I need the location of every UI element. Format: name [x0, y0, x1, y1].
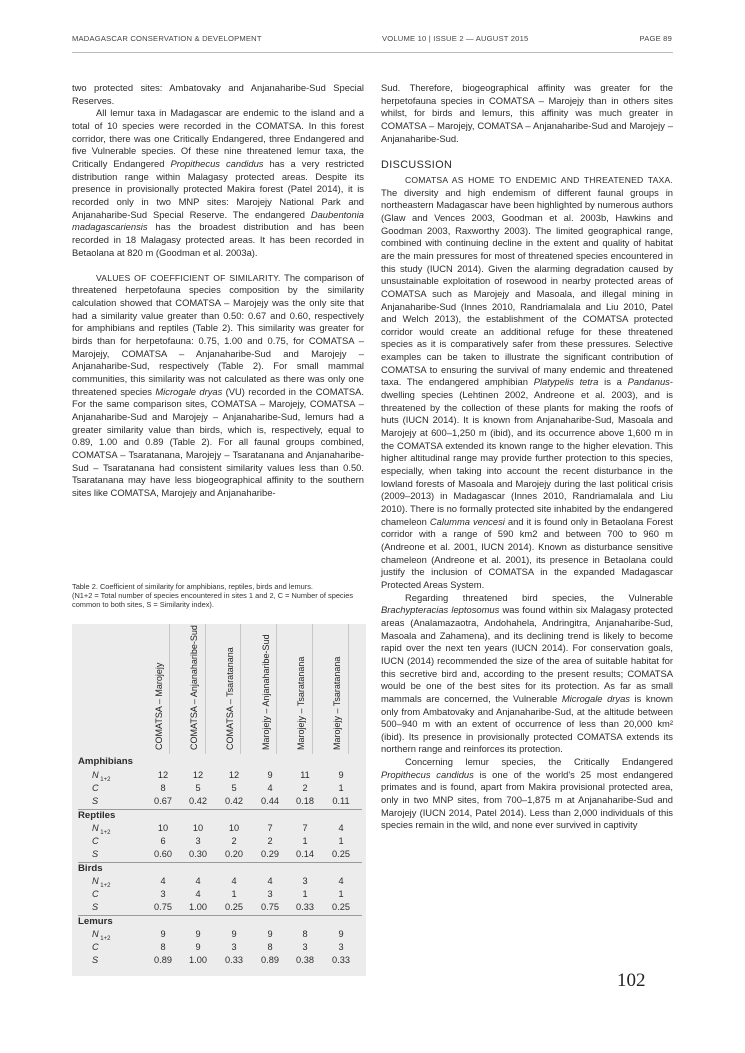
table-cell: 4: [195, 876, 201, 886]
text-run: All lemur taxa in Madagascar are endemic to the island and a total of 10 species were recorded in the COMATSA. In this forest corridor, there was one Critically Endangered, three Endangered and five Vulnerable species. Of these nine threatened lemur taxa, the Critically Endangered: [72, 107, 364, 169]
text-run: (VU) recorded in the COMATSA. For the same comparison sites, COMATSA – Marojejy, COMATSA – Anjanaharibe-Sud and Marojejy – Anjanaharibe-Sud, lemurs had a greater similarity value than birds, which is, respectively, equal to 0.89, 1.00 and 0.89 (Table 2). For all faunal groups combined, COMATSA – Tsaratanana, Marojejy – Tsaratanana and Anjanaharibe-Sud – Tsaratanana had consistent similarity values less than 0.50. Tsaratanana may have less biogeographical affinity to the southern sites like COMATSA, Marojejy and Anjanaharibe-: [72, 385, 365, 498]
row-label: C: [92, 889, 99, 899]
table-cell: 0.11: [332, 796, 350, 806]
table-cell: 2: [231, 836, 237, 846]
table-cell: 9: [338, 770, 344, 780]
row-label: S: [92, 955, 99, 965]
table-cell: 0.38: [296, 955, 314, 965]
table-group-row: [78, 809, 362, 822]
table-row: [78, 942, 362, 954]
table-cell: 1: [338, 889, 344, 899]
journal-name: MADAGASCAR CONSERVATION & DEVELOPMENT: [72, 34, 262, 43]
caption-legend: (N1+2 = Total number of species encountered in sites 1 and 2, C = Number of species common to both sites, S = Similarity index).: [72, 591, 354, 610]
table-cell: 12: [228, 770, 240, 780]
table-cell: 8: [160, 942, 166, 952]
text-run: has the broadest distribution and has been recorded in 18 Malagasy protected areas. It has been recorded in Betaolana at 820 m (Goodman et al. 2003a).: [72, 221, 364, 258]
table-cell: 4: [160, 876, 166, 886]
text-run: The diversity and high endemism of different faunal groups in northeastern Madagascar have been highlighted by numerous authors (Glaw and Vences 2003, Goodman et al. 2003b, Hawkins and Goodman 2003, Raxworthy 2003). The limited geographical range, combined with continuing decline in the extent and quality of habitat are the main pressures for most of threatened species encountered in this study (IUCN 2014). Given the alarming degradation caused by unsustainable exploitation of rosewood in nearby protected areas of COMATSA such as Marojejy and Masoala, and illegal mining in Anjanaharibe-Sud (Innes 2010, Randriamalala and Liu 2010, Patel and Welch 2013), the establishment of the COMATSA protected corridor would create an additional refuge for these threatened species as it is comparatively safer from these pressures. Selective examples can be taken to illustrate the significant contribution of COMATSA to ensuring the survival of many endemic and threatened taxa. The endangered amphibian: [381, 186, 673, 388]
row-label-subscript: 1+2: [98, 829, 111, 836]
column-header-label: COMATSA – Anjanaharibe-Sud: [189, 625, 199, 750]
text-run: The comparison of threatened herpetofauna species composition by the similarity calculation showed that COMATSA – Marojejy was the only site that had a similarity value greater than 0.50: 0.67 and 0.60, respectively for amphibians and reptiles (Table 2). This similarity was greater for birds than for herpetofauna: 0.75, 1.00 and 0.75, for COMATSA – Marojejy, COMATSA – Anjanaharibe-Sud and Marojejy – Anjanaharibe-Sud, respectively (Table 2). For small mammal communities, this similarity was not calculated as there was only one threatened species: [72, 271, 365, 397]
column-header-label: Marojejy – Anjanaharibe-Sud: [261, 634, 271, 750]
column-header: [189, 624, 201, 754]
text-run: has a very restricted distribution range within Malagasy protected areas. Despite its presence in provisionally protected Makira forest (Patel 2014), it is recorded only in two MNP sites: Marojejy National Park and Anjanaharibe-Sud Special Reserve. The endangered: [72, 157, 364, 220]
table-cell: 3: [302, 942, 308, 952]
table-cell: 3: [231, 942, 237, 952]
row-label: C: [92, 783, 99, 793]
table-cell: 0.30: [189, 849, 207, 859]
row-label: N $_{1+2}$: [92, 823, 111, 836]
table-cell: 3: [195, 836, 201, 846]
table-group-row: [78, 915, 362, 928]
table-group-row: [78, 756, 362, 768]
table-cell: 8: [160, 783, 166, 793]
column-header-label: COMATSA – Marojejy: [154, 662, 164, 750]
table-row: [78, 796, 362, 808]
row-label-subscript: 1+2: [98, 776, 111, 783]
column-header: [225, 624, 237, 754]
row-label: S: [92, 902, 99, 912]
subsection-heading: COMATSA AS HOME TO ENDEMIC AND THREATENED TAXA.: [405, 174, 673, 185]
column-header-label: Marojejy – Tsaratanana: [332, 656, 342, 750]
table-cell: 0.33: [225, 955, 243, 965]
row-label: S: [92, 849, 99, 859]
species-name: Propithecus candidus: [170, 157, 264, 169]
species-name: Daubentonia madagascariensis: [72, 208, 364, 233]
table-row: [78, 876, 362, 888]
table-cell: 1.00: [189, 955, 207, 965]
table-row: [78, 836, 362, 848]
table-row: [78, 929, 362, 941]
column-header: [332, 624, 344, 754]
species-name: Pandanus: [627, 376, 670, 388]
table-cell: 9: [267, 929, 273, 939]
group-label: Birds: [78, 863, 103, 874]
table-row: [78, 823, 362, 835]
table-cell: 3: [267, 889, 273, 899]
left-column: [72, 82, 364, 500]
group-label: Amphibians: [78, 756, 133, 767]
table-cell: 0.25: [332, 849, 350, 859]
table-cell: 4: [231, 876, 237, 886]
table-cell: 0.89: [261, 955, 279, 965]
text-run: is a: [598, 376, 628, 388]
right-column: [381, 82, 673, 832]
table-row: [78, 770, 362, 782]
table-cell: 9: [160, 929, 166, 939]
table-cell: 4: [267, 876, 273, 886]
species-name: Platypelis tetra: [533, 376, 599, 388]
table-cell: 6: [160, 836, 166, 846]
table-cell: 7: [267, 823, 273, 833]
table-cell: 1.00: [189, 902, 207, 912]
row-label: N $_{1+2}$: [92, 876, 111, 889]
table-cell: 0.29: [261, 849, 279, 859]
table-cell: 0.42: [189, 796, 207, 806]
table-cell: 12: [192, 770, 204, 780]
table-cell: 10: [228, 823, 240, 833]
table-cell: 0.25: [332, 902, 350, 912]
subsection-heading: VALUES OF COEFFICIENT OF SIMILARITY.: [96, 272, 281, 283]
header-page: PAGE 89: [639, 34, 672, 43]
table-cell: 11: [300, 770, 310, 780]
table-row: [78, 783, 362, 795]
table-cell: 10: [157, 823, 169, 833]
caption-title: Table 2. Coefficient of similarity for amphibians, reptiles, birds and lemurs.: [72, 582, 313, 591]
right-paragraph-1: Sud. Therefore, biogeographical affinity was greater for the herpetofauna species in COMATSA – Marojejy than in others sites whilst, for birds and lemurs, this affinity was much greater in COMATSA – Marojejy, COMATSA – Anjanaharibe-Sud and Marojejy – Anjanaharibe-Sud.: [381, 82, 673, 144]
table-cell: 2: [267, 836, 273, 846]
table-cell: 1: [302, 889, 308, 899]
row-label: N $_{1+2}$: [92, 929, 111, 942]
row-label: N $_{1+2}$: [92, 770, 111, 783]
table-cell: 9: [338, 929, 344, 939]
column-header: [154, 624, 166, 754]
table-cell: 1: [231, 889, 237, 899]
table-cell: 0.75: [261, 902, 279, 912]
table-cell: 3: [302, 876, 308, 886]
text-run: is known only from Ambatovaky and Anjanaharibe-Sud, at the altitude between 500–940 m with an extent of occurrence of less than 20,000 km² (ibid). Its presence in provisionally protected COMATSA extends its northern range and reinforces its protection.: [381, 692, 673, 755]
column-divider: [312, 624, 313, 754]
header-rule: [72, 52, 673, 53]
left-paragraph-3: [72, 272, 364, 500]
column-header-label: COMATSA – Tsaratanana: [225, 647, 235, 750]
table-cell: 8: [267, 942, 273, 952]
running-header: [72, 34, 672, 46]
table-row: [78, 955, 362, 967]
right-paragraph-2: [381, 174, 673, 592]
text-run: -dwelling species (Lehtinen 2002, Andreone et al. 2003), and is threatened by the collection of these plants for making the roofs of huts (IUCN 2014). It is known from Anjanaharibe-Sud, Masoala and Marojejy at 600–1,250 m (ibid), and its occurrence above 1,600 m in the COMATSA extended its known range to the higher elevation. This higher altitudinal range may provide further protection to this species, especially, when taking into account the recent disturbance in the lowland forests of Masoala and Marojejy during the last political crisis (2009–2013) in Madagascar (Innes 2010, Randriamalala and Liu 2010). There is no formally protected site inhabited by the endangered chameleon: [381, 376, 673, 527]
table-cell: 10: [192, 823, 204, 833]
discussion-heading: DISCUSSION: [381, 159, 453, 172]
table-cell: 0.44: [261, 796, 279, 806]
row-label-subscript: 1+2: [98, 882, 111, 889]
page-number: 102: [617, 970, 646, 991]
table-cell: 7: [302, 823, 308, 833]
table-caption: [72, 582, 372, 610]
right-paragraph-3: [381, 592, 673, 757]
row-label: C: [92, 942, 99, 952]
table-row: [78, 849, 362, 861]
table-cell: 1: [338, 783, 344, 793]
table-cell: 0.33: [332, 955, 350, 965]
table-cell: 1: [338, 836, 344, 846]
table-cell: 9: [195, 929, 201, 939]
table-cell: 0.33: [296, 902, 314, 912]
table-cell: 2: [302, 783, 308, 793]
column-divider: [205, 624, 206, 754]
table-cell: 4: [195, 889, 201, 899]
table-cell: 3: [338, 942, 344, 952]
table-row: [78, 889, 362, 901]
species-name: Propithecus candidus: [381, 768, 474, 780]
text-run: Regarding threatened bird species, the Vulnerable: [405, 591, 673, 603]
table-cell: 8: [302, 929, 308, 939]
table-cell: 3: [160, 889, 166, 899]
table-cell: 0.67: [154, 796, 172, 806]
table-cell: 0.75: [154, 902, 172, 912]
table-cell: 0.18: [296, 796, 314, 806]
table-cell: 1: [302, 836, 308, 846]
left-paragraph-2: [72, 107, 364, 259]
column-header: [261, 624, 273, 754]
column-divider: [169, 624, 170, 754]
table-group-row: [78, 862, 362, 875]
similarity-table: [72, 624, 366, 976]
table-cell: 4: [338, 876, 344, 886]
table-cell: 0.89: [154, 955, 172, 965]
table-cell: 9: [267, 770, 273, 780]
left-paragraph-1: two protected sites: Ambatovaky and Anjanaharibe-Sud Special Reserves.: [72, 82, 364, 106]
table-cell: 5: [195, 783, 201, 793]
table-cell: 4: [338, 823, 344, 833]
group-label: Lemurs: [78, 916, 113, 927]
issue-info: VOLUME 10 | ISSUE 2 — AUGUST 2015: [382, 34, 529, 43]
column-divider: [348, 624, 349, 754]
table-cell: 4: [267, 783, 273, 793]
species-name: Brachypteracias leptosomus: [381, 604, 500, 616]
row-label-subscript: 1+2: [98, 935, 111, 942]
table-cell: 9: [231, 929, 237, 939]
text-run: is one of the world's 25 most endangered primates and is found, apart from Makira provisional protected area, only in two MNP sites, from 700–1,875 m at Anjanaharibe-Sud and Marojejy (IUCN 2014, Patel 2014). Less than 2,000 individuals of this species remain in the wild, and none ever survived in captivity: [381, 768, 674, 831]
text-run: and it is found only in Betaolana Forest corridor with a range of 590 km2 and between 700 to 960 m (Andreone et al. 2001, IUCN 2014). Known as disturbance sensitive chameleon (Andreone et al. 2001), its presence in Betaolana could justify the inclusion of COMATSA in the expanded Madagascar Protected Areas System.: [381, 515, 674, 590]
species-name: Microgale dryas: [155, 385, 223, 397]
table-cell: 12: [157, 770, 169, 780]
right-paragraph-4: [381, 756, 673, 832]
column-divider: [240, 624, 241, 754]
column-header: [296, 624, 308, 754]
species-name: Microgale dryas: [561, 692, 630, 704]
text-run: was found within six Malagasy protected areas (Analamazaotra, Andohahela, Andringitra, Anjanaharibe-Sud, Masoala and Zahamena), and its declining trend is likely to become rapid over the next ten years (IUCN 2014). For conservation goals, IUCN (2014) recommended the size of the area of suitable habitat for this secretive bird and, according to the present results; COMATSA would be one of the best sites for its protection. As far as small mammals are concerned, the Vulnerable: [381, 604, 673, 704]
table-cell: 9: [195, 942, 201, 952]
species-name: Calumma vencesi: [429, 515, 505, 527]
row-label: S: [92, 796, 99, 806]
table-row: [78, 902, 362, 914]
text-run: Concerning lemur species, the Critically Endangered: [405, 756, 673, 768]
column-divider: [276, 624, 277, 754]
group-label: Reptiles: [78, 810, 116, 821]
table-cell: 0.42: [225, 796, 243, 806]
column-header-label: Marojejy – Tsaratanana: [296, 656, 306, 750]
row-label: C: [92, 836, 99, 846]
table-cell: 0.14: [296, 849, 314, 859]
table-cell: 0.60: [154, 849, 172, 859]
table-cell: 0.25: [225, 902, 243, 912]
table-cell: 5: [231, 783, 237, 793]
table-cell: 0.20: [225, 849, 243, 859]
